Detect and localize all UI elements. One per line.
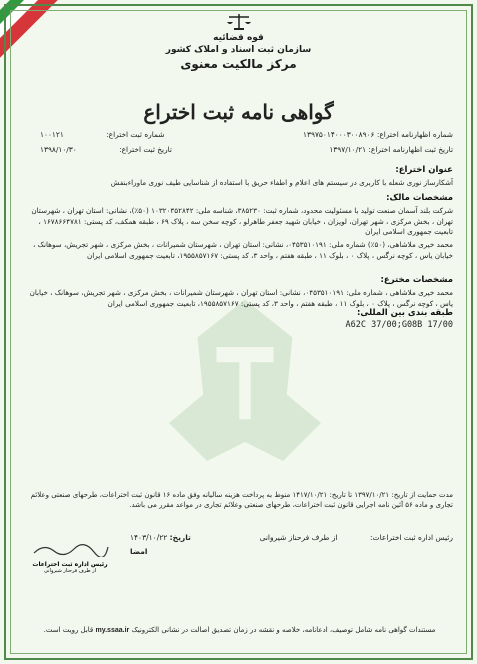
invention-title: آشکارساز نوری شعله با کاربری در سیستم های اعلام و اطفاء حریق با استفاده از شناسایی طیف نوری ماوراءبنفش xyxy=(110,178,453,187)
inventor-details: محمد خیری ملاشاهی ، شماره ملی: ۰۴۵۳۵۱۰۱۹۱، نشانی: استان تهران ، شهرستان شمیرانات ، بخش مرکزی ، شهر تجریش، سوهانک ، خیابان یاس ، کوچه نرگس ، پلاک ۰ ، بلوک ۱۱ ، طبقه هفتم ، واحد ۳، کد پستی: ۱۹۵۵۸۵۷۱۶۷، تابعیت جمهوری اسلامی ایران xyxy=(29,288,453,308)
protection-period-text: مدت حمایت از تاریخ: ۱۳۹۷/۱۰/۲۱ تا تاریخ: ۱۴۱۷/۱۰/۲۱ منوط به پرداخت هزینه سالیانه وفق ماده ۱۶ قانون ثبت اختراعات، طرحهای صنعتی وعلائم تجاری و ماده ۵۶ آئین نامه اجرایی قانون ثبت اختراعات، طرحهای صنعتی وعلائم تجاری در مواعد مقرر می باشد. xyxy=(30,491,453,509)
owner-2: محمد خیری ملاشاهی، (۵۰٪) شماره ملی: ۰۴۵۳۵۱۰۱۹۱، نشانی: استان تهران ، شهرستان شمیرانات ، بخش مرکزی ، شهر تجریش، سوهانک ، خیابان یاس ، کوچه نرگس ، پلاک ۰ ، بلوک ۱۱ ، طبقه هفتم ، واحد ۳، کد پستی: ۱۹۵۵۸۵۷۱۶۷، تابعیت جمهوری اسلامی ایران xyxy=(32,240,453,260)
declaration-number-row xyxy=(303,130,453,139)
signer-name: از طرف فرحناز شیروانی xyxy=(259,533,338,542)
signature-label: امضا xyxy=(130,547,148,556)
footer-text: مستندات گواهی نامه شامل توصیف، ادعانامه، خلاصه و نقشه در زمان تصدیق اصالت در نشانی الکترونیک xyxy=(131,626,436,634)
center-label: مرکز مالکیت معنوی xyxy=(180,57,297,71)
registration-date-label: تاریخ ثبت اختراع: xyxy=(119,145,172,154)
declaration-number-label: شماره اظهارنامه اختراع: xyxy=(376,130,453,139)
owner-heading: مشخصات مالک: xyxy=(386,193,453,203)
footer-tail: قابل رویت است. xyxy=(43,626,94,634)
signature-block xyxy=(260,533,453,542)
signature-stamp xyxy=(30,542,110,572)
declaration-date-row xyxy=(329,145,453,154)
ipc-codes: A62C 37/00;G08B 17/00 xyxy=(345,320,453,330)
judiciary-label: قوه قضائیه xyxy=(213,33,264,43)
signature-date: ۱۴۰۳/۱۰/۲۲ xyxy=(130,533,168,542)
declaration-number-value: ۱۳۹۷۵۰۱۴۰۰۰۳۰۰۸۹۰۶ xyxy=(303,130,375,139)
inventor-heading: مشخصات مخترع: xyxy=(380,275,453,285)
certificate-title: گواهی نامه ثبت اختراع xyxy=(143,100,334,124)
registration-date-row xyxy=(40,145,172,154)
footer xyxy=(26,626,453,634)
signature-date-block xyxy=(130,533,191,542)
declaration-date-value: ۱۳۹۷/۱۰/۲۱ xyxy=(329,145,367,154)
office-head-label: رئیس اداره ثبت اختراعات: xyxy=(369,533,453,542)
scales-emblem-icon xyxy=(226,12,252,32)
header xyxy=(0,12,477,72)
registration-number-value: ۱۰۰۱۲۱ xyxy=(40,130,64,139)
footer-url-link[interactable]: my.ssaa.ir xyxy=(95,627,130,634)
ipc-heading: طبقه بندی بین المللی: xyxy=(356,308,453,318)
registration-number-label: شماره ثبت اختراع: xyxy=(106,130,165,139)
registration-date-value: ۱۳۹۸/۱۰/۳۰ xyxy=(40,145,77,154)
signature-date-label: تاریخ: xyxy=(169,533,191,542)
stamp-line-2: از طرف فرحناز شیروانی xyxy=(44,568,96,574)
handwritten-signature-icon xyxy=(30,543,110,557)
declaration-date-label: تاریخ ثبت اظهارنامه اختراع: xyxy=(368,145,453,154)
registration-number-row xyxy=(40,130,164,139)
judiciary-emblem-watermark xyxy=(150,290,340,480)
stamp-line-1: رئیس اداره ثبت اختراعات xyxy=(32,561,108,568)
invention-title-heading: عنوان اختراع: xyxy=(395,165,453,175)
owner-1: شرکت بلند آسمان صنعت تولید با مسئولیت محدود، شماره ثبت: ۳۸۵۲۳۰، شناسه ملی: ۱۰۳۲۰۳۵۲۸۴۲ (۵۰٪)، نشانی: استان تهران ، شهرستان تهران ، بخش مرکزی ، شهر تهران، لویزان ، خیابان شهید جعفر طاهرلو ، کوچه سخن سه ، پلاک ۶۹ ، طبقه همکف، کد پستی: ۱۶۷۸۶۶۴۷۸۱ ، تابعیت جمهوری اسلامی ایران xyxy=(31,206,453,236)
organization-label: سازمان ثبت اسناد و املاک کشور xyxy=(165,45,312,55)
